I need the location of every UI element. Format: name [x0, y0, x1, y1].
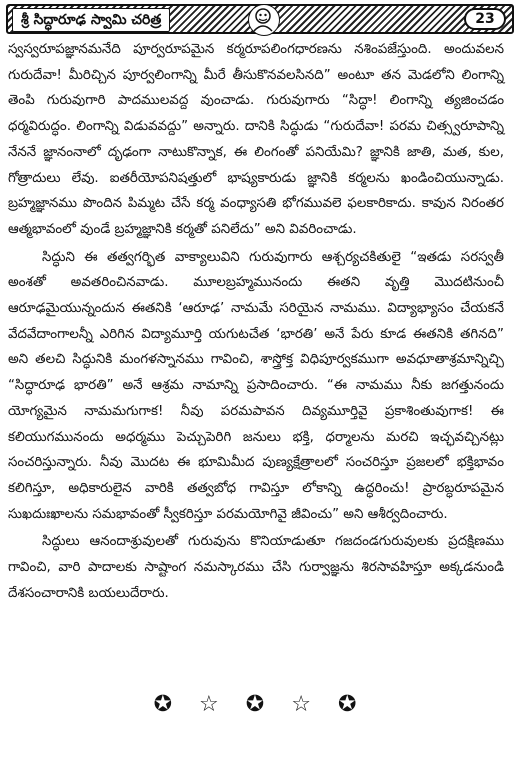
- body-text: [8, 37, 504, 606]
- star-icon: ☆: [291, 692, 321, 717]
- star-icon: ☆: [199, 692, 229, 717]
- page-number: 23: [464, 8, 506, 30]
- emblem-icon: [248, 4, 280, 36]
- paragraph: సిద్ధుని ఈ తత్వగర్భిత వాక్యాలువిని గురువుగారు ఆశ్చర్యచకితులై “ఇతడు సరస్వతీ అంశతో అవతరించినవాడు. మూలబ్రహ్మమునందు ఈతని వృత్తి మొదటినుంచీ ఆరూఢమైయున్నందున ఈతనికి ‘ఆరూఢ’ నామమే సరియైన నామము. విద్యాభ్యాసం చేయకనే వేదవేదాంగాలన్నీ ఎరిగిన విద్యామూర్తి యగుటచేత ‘భారతి’ అనే పేరు కూడ ఈతనికి తగినది” అని తలచి సిద్ధునికి మంగళస్నానము గావించి, శాస్త్రోక్త విధిపూర్వకముగా అవధూతాశ్రమాన్నిచ్చి “సిద్ధారూఢ భారతి” అనే ఆశ్రమ నామాన్ని ప్రసాదించారు. “ఈ నామము నీకు జగత్తునందు యోగ్యమైన నామమగుగాక! నీవు పరమపావన దివ్యమూర్తివై ప్రకాశింతువుగాక! ఈ కలియుగమునందు అధర్మము పెచ్చుపెరిగి జనులు భక్తి, ధర్మాలను మరచి ఇచ్ఛవచ్చినట్లు సంచరిస్తున్నారు. నీవు మొదట ఈ భూమిమీద పుణ్యక్షేత్రాలలో సంచరిస్తూ ప్రజలలో భక్తిభావం కలిగిస్తూ, అధికారులైన వారికి తత్వబోధ గావిస్తూ లోకాన్ని ఉద్ధరించు! ప్రారబ్ధరూపమైన సుఖదుఃఖాలను సమభావంతో స్వీకరిస్తూ పరమయోగివై జీవించు” అని ఆశీర్వదించారు.: [8, 249, 504, 522]
- paragraph: స్వస్వరూపజ్ఞానమనేది పూర్వరూపమైన కర్మరూపలింగధారణను నశింపజేస్తుంది. అందువలన గురుదేవా! మీరిచ్చిన పూర్వలింగాన్ని మీరే తీసుకొనవలసినది” అంటూ తన మెడలోని లింగాన్ని తెంపి గురువుగారి పాదములవద్ద వుంచాడు. గురువుగారు “సిద్ధా! లింగాన్ని త్యజించడం ధర్మవిరుద్ధం. లింగాన్ని విడువవద్దు” అన్నారు. దానికి సిద్ధుడు “గురుదేవా! పరమ చిత్స్వరూపాన్ని నేననే జ్ఞానంనాలో దృఢంగా నాటుకొన్నాక, ఈ లింగంతో పనియేమి? జ్ఞానికి జాతి, మత, కుల, గోత్రాదులు లేవు. ఐతరీయోపనిషత్తులో భాష్యకారుడు జ్ఞానికి కర్మలను ఖండించియున్నాడు. బ్రహ్మజ్ఞానము పొందిన పిమ్మట చేసే కర్మ వంధ్యాసతి భోగమువలె ఫలకారికాదు. కావున నిరంతర ఆత్మభావంలో వుండే బ్రహ్మజ్ఞానికి కర్మతో పనిలేదు” అని వివరించాడు.: [8, 42, 504, 237]
- running-header: [6, 4, 514, 34]
- section-end-ornaments: [0, 692, 520, 717]
- star-circle-icon: ✪: [245, 692, 275, 717]
- star-circle-icon: ✪: [153, 692, 183, 717]
- book-title: శ్రీ సిద్ధారూఢ స్వామి చరిత్ర: [12, 8, 170, 32]
- paragraph: సిద్ధులు ఆనందాశ్రువులతో గురువును కొనియాడుతూ గజదండగురువులకు ప్రదక్షిణము గావించి, వారి పాదాలకు సాష్టాంగ నమస్కారము చేసి గుర్వాజ్ఞను శిరసావహిస్తూ అక్కడనుండి దేశసంచారానికి బయలుదేరారు.: [8, 534, 504, 601]
- star-circle-icon: ✪: [337, 692, 367, 717]
